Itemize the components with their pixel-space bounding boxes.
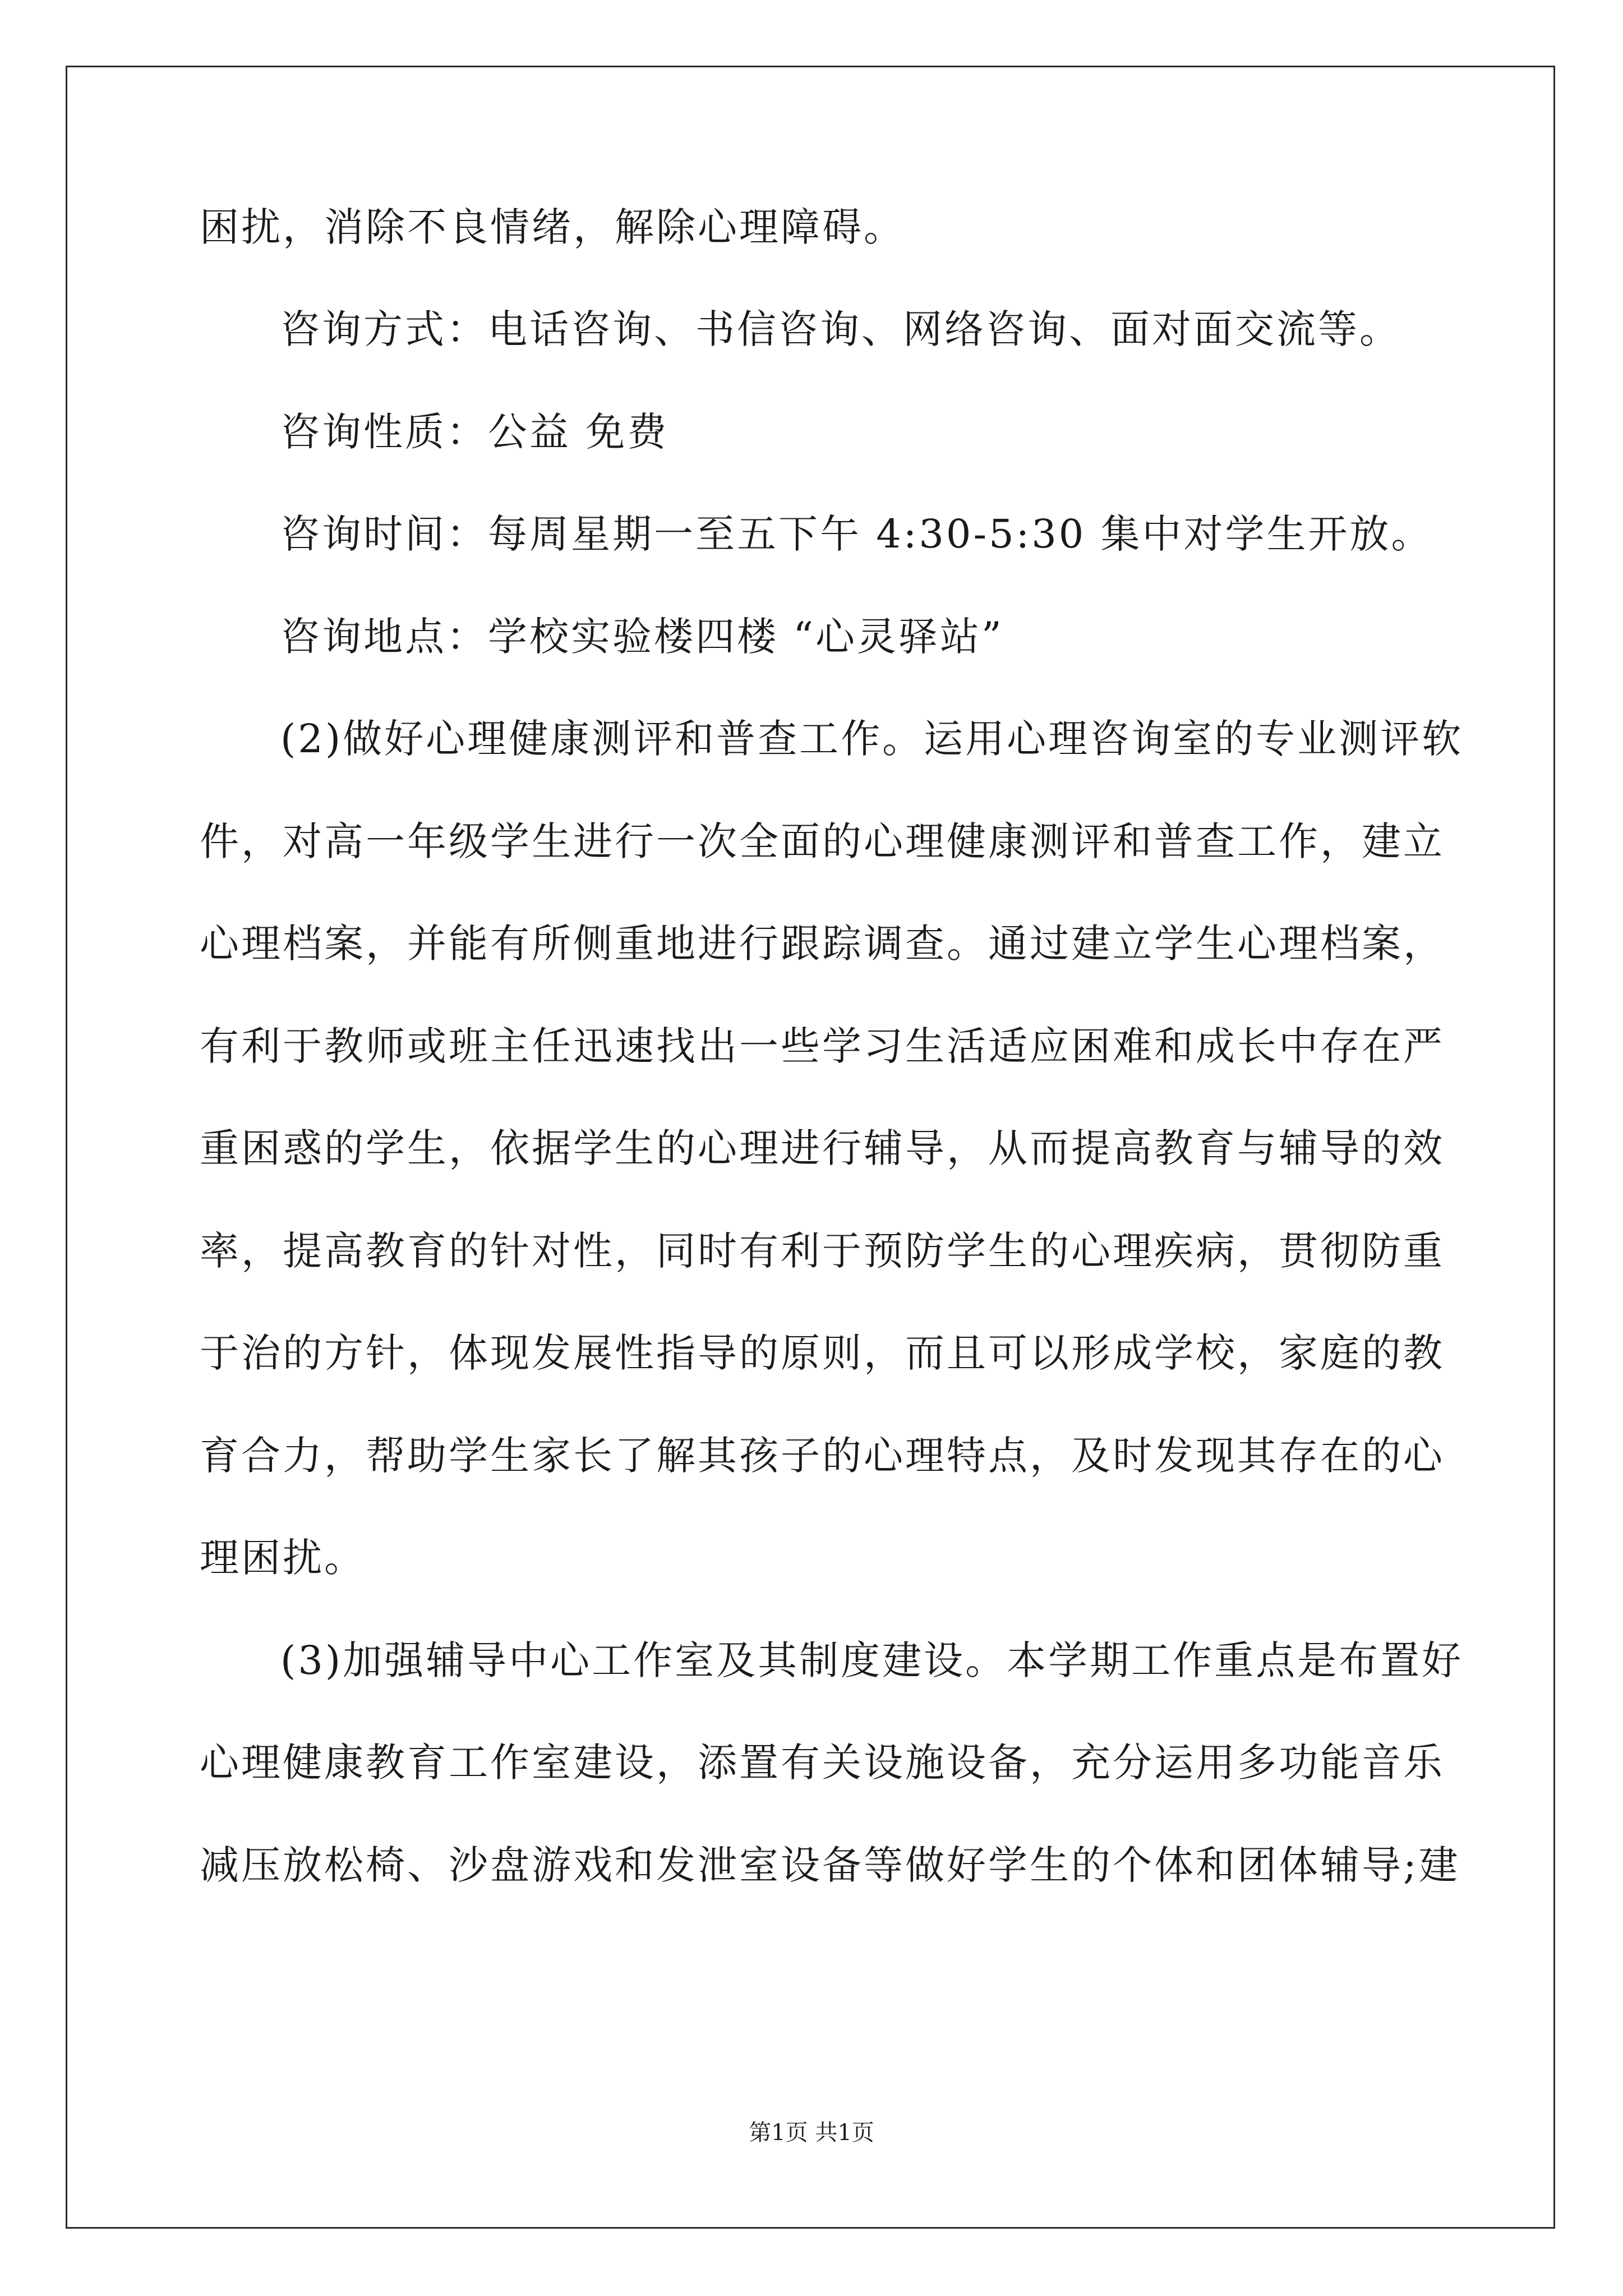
text-line: 困扰，消除不良情绪，解除心理障碍。 — [200, 204, 905, 250]
paragraph-2-line: (2)做好心理健康测评和普查工作。运用心理咨询室的专业测评软 — [280, 716, 1464, 762]
page-number-footer: 第1页 共1页 — [749, 2120, 874, 2146]
paragraph-2-line: 重困惑的学生，依据学生的心理进行辅导，从而提高教育与辅导的效 — [200, 1125, 1445, 1171]
paragraph-2-line: 理困扰。 — [200, 1535, 366, 1581]
consult-method-line: 咨询方式：电话咨询、书信咨询、网络咨询、面对面交流等。 — [280, 306, 1401, 352]
consult-location-line: 咨询地点：学校实验楼四楼 “心灵驿站” — [280, 614, 1004, 660]
paragraph-3-line: (3)加强辅导中心工作室及其制度建设。本学期工作重点是布置好 — [280, 1637, 1464, 1683]
paragraph-3-line: 心理健康教育工作室建设，添置有关设施设备，充分运用多功能音乐 — [200, 1740, 1445, 1786]
consult-nature-line: 咨询性质：公益 免费 — [280, 409, 669, 455]
paragraph-2-line: 育合力，帮助学生家长了解其孩子的心理特点，及时发现其存在的心 — [200, 1433, 1445, 1479]
paragraph-2-line: 件，对高一年级学生进行一次全面的心理健康测评和普查工作，建立 — [200, 818, 1445, 864]
paragraph-3-line: 减压放松椅、沙盘游戏和发泄室设备等做好学生的个体和团体辅导;建 — [200, 1842, 1460, 1888]
paragraph-2-line: 率，提高教育的针对性，同时有利于预防学生的心理疾病，贯彻防重 — [200, 1228, 1445, 1274]
paragraph-2-line: 于治的方针，体现发展性指导的原则，而且可以形成学校，家庭的教 — [200, 1330, 1445, 1376]
consult-time-line: 咨询时间：每周星期一至五下午 4:30-5:30 集中对学生开放。 — [280, 511, 1433, 557]
paragraph-2-line: 心理档案，并能有所侧重地进行跟踪调查。通过建立学生心理档案， — [200, 921, 1445, 967]
paragraph-2-line: 有利于教师或班主任迅速找出一些学习生活适应困难和成长中存在严 — [200, 1023, 1445, 1069]
